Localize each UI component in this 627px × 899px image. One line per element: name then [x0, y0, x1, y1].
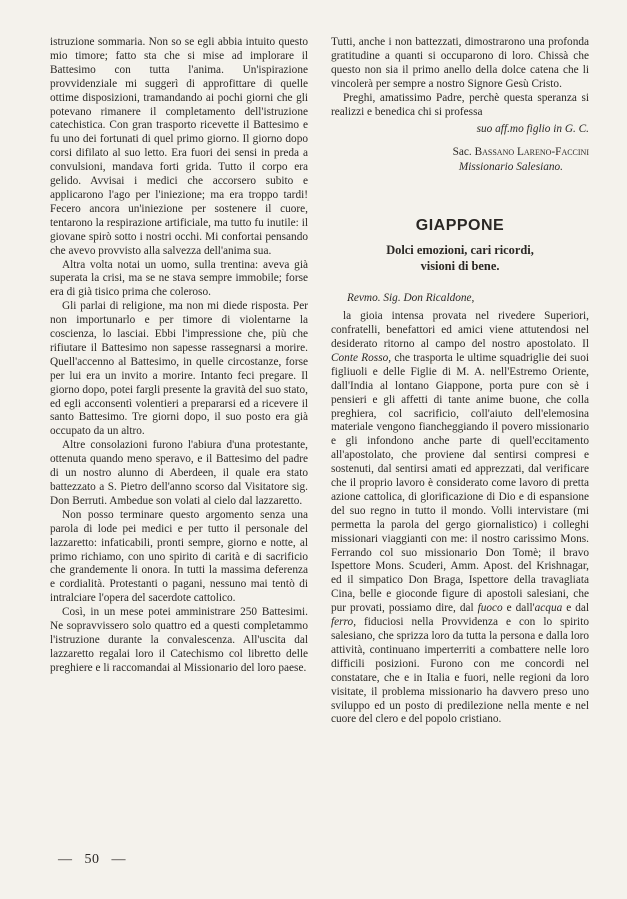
section-title: GIAPPONE — [415, 217, 505, 235]
paragraph: Gli parlai di religione, ma non mi diede risposta. Per non importunarlo e per timore di violentarne la coscienza, lo lasciai. Ebbi l'impressione che, più che rifiutare il Battesimo non sapesse rassegnarsi a morire. Quell'accenno al Battesimo, in quelle circostanze, forse per lui era un invito a morire. Intanto feci pregare. Il giorno dopo, potei fargli presente la gravità del suo stato, ed egli acconsentì volentieri a prepararsi ed a ricevere il santo Battesimo. Tre giorni dopo, il suo posto era già occupato da un altro. — [50, 300, 308, 438]
paragraph — [331, 310, 589, 727]
author-signature — [331, 145, 589, 174]
paragraph: Preghi, amatissimo Padre, perchè questa speranza si realizzi e benedica chi si professa — [331, 91, 589, 118]
paragraph: Tutti, anche i non battezzati, dimostrarono una profonda gratitudine a quanti si occuparono di loro. Chissà che questo non sia il primo anello della dolce catena che li vincolerà per sempre a nostro Signore Gesù Cristo. — [331, 36, 589, 90]
body-text: , che trasporta le ultime squadriglie dei suoi figliuoli e delle Figlie di M. A. nell'Estremo Oriente, dall'India al lontano Giappone, porta pure con sè i pensieri e gli affetti di tante anime buone, che colla preghiera, col sacrificio, coll'aiuto dell'elemosina materiale vengono fiancheggiando il povero missionario e gli infondono anche parte di quell'eccitamento all'apostolato, che proviene dal sentirsi compresi e sostenuti, dal sentirsi amati ed apprezzati, dal verificare che il proprio lavoro è considerato come lavoro di pretta azione cattolica, di glorificazione di Dio e di espansione del suo regno in tutto il mondo. Volli intervistare (mi permetta la parola del gergo giornalistico) i colleghi missionari viaggianti con me: il nostro carissimo Mons. Ferrando col suo missionario Don Tomè; il bravo Ispettore Mons. Scuderi, Amm. Apost. del Krishnagar, ed il simpatico Don Braga, Ispettore della travagliata Cina, belle e gioconde figure di apostoli salesiani, che pur provati, possiamo dire, dal — [331, 351, 589, 615]
author-role: Missionario Salesiano. — [458, 160, 563, 173]
emphasis: acqua — [534, 602, 563, 615]
page-number — [58, 852, 126, 868]
page-number-value: 50 — [84, 852, 100, 867]
author-name: Bassano Lareno-Faccini — [474, 146, 589, 159]
subtitle-line: Dolci emozioni, cari ricordi, — [386, 243, 534, 258]
article-subtitle — [331, 243, 589, 274]
author-prefix: Sac. — [452, 146, 472, 159]
ship-name: Conte Rosso — [331, 351, 389, 364]
left-column — [50, 36, 308, 676]
closing-formula: suo aff.mo figlio in G. C. — [476, 123, 589, 136]
paragraph: Non posso terminare questo argomento senza una parola di lode pei medici e per tutto il personale del lazzaretto: infaticabili, pronti sempre, giorno e notte, al primo richiamo, con uno spirito di carità e di sacrificio che grandemente li onora. In tutti la massima deferenza e cordialità. Protestanti o pagani, nessuno mai tentò di intralciare l'opera del sacerdote cattolico. — [50, 508, 308, 605]
paragraph: Altra volta notai un uomo, sulla trentina: aveva già superata la crisi, ma se ne stava sempre immobile; forse era di già tisico prima che colerоso. — [50, 258, 308, 299]
body-text: la gioia intensa provata nel rivedere Superiori, confratelli, benefattori ed amici viene attutendosi nel desiderato ritorno al campo del nostro apostolato. Il — [331, 310, 589, 350]
paragraph: Altre consolazioni furono l'abiura d'una protestante, ottenuta quando meno speravo, e il Battesimo del padre di un nostro alunno di Aberdeen, il quale era stato battezzato a S. Pietro dell'anno scorso dal Visitatore sig. Don Berruti. Ambedue son volati al cielo dal lazzaretto. — [50, 439, 308, 507]
right-column — [331, 36, 589, 727]
subtitle-line: visioni di bene. — [420, 258, 500, 273]
emphasis: ferro — [331, 616, 354, 629]
emphasis: fuoco — [477, 602, 503, 615]
paragraph: Così, in un mese potei amministrare 250 Battesimi. Ne sopravvissero solo quattro ed a questi completammo l'istruzione durante la convalescenza. All'uscita dal lazzaretto regalai loro il Catechismo col libretto delle preghiere e li raccomandai al Missionario del loro paese. — [50, 606, 308, 674]
dash-decoration: — — [111, 852, 126, 867]
body-text: e dal — [562, 602, 590, 615]
salutation: Revmo. Sig. Don Ricaldone, — [347, 292, 475, 305]
body-text: , fiduciosi nella Provvidenza e con lo spirito salesiano, che sprizza loro da tutta la persona e dalla loro attività, continuano imperterriti a combattere nelle loro difficili posizioni. Furono con me concordi nel constatare, che e in Italia e fuori, nelle regioni da loro visitate, il problema missionario ha davvero preso uno sviluppo ed un posto di predilezione nella mente e nel cuore del clero e del popolo cristiano. — [331, 616, 589, 726]
dash-decoration: — — [58, 852, 73, 867]
body-text: e dall' — [502, 602, 535, 615]
paragraph: istruzione sommaria. Non so se egli abbia intuito questo mio timore; fatto sta che si mise ad implorare il Battesimo con tutta l'anima. Un'ispirazione provvidenziale mi suggerì di approfittare di quelle ottime disposizioni, tramandando ai pochi giorni che gli potevano rimanere il completamento dell'istruzione catechistica. Con gran trasporto ricevette il Battesimo e fu uno dei fortunati di quel primo giorno. Il giorno dopo corsi difilato al suo letto. Era fuori dei sensi in preda a convulsioni, mandava forti grida. Tutto il corpo era gelido. Avvisai i medici che accorsero subito e applicarono l'ago per l'iniezione; ma era troppo tardi! Fecero ancora un'iniezione per sostenere il cuore, tentarono la respirazione artificiale, ma tutto fu inutile: il giovane spirò sotto i nostri occhi. Mi confortai pensando che avevo provvisto alla salvezza dell'anima sua. — [50, 36, 308, 257]
